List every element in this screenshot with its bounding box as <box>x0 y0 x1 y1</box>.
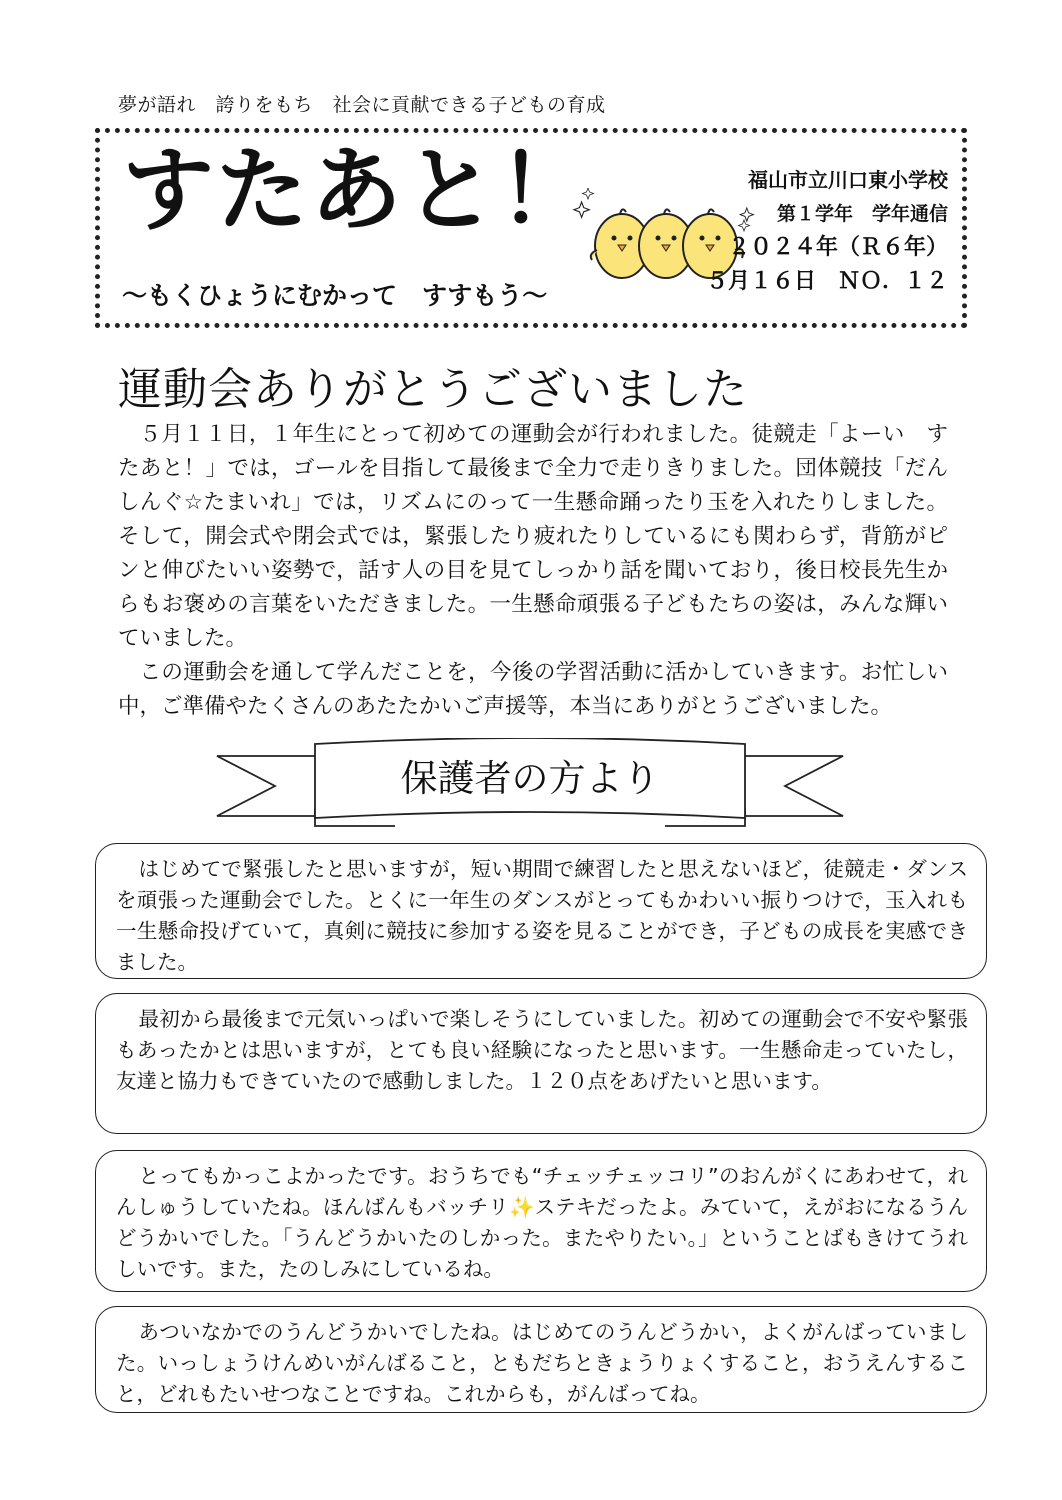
parent-comment-text: はじめてで緊張したと思いますが，短い期間で練習したと思えないほど，徒競走・ダンスを頑張った運動会でした。とくに一年生のダンスがとってもかわいい振りつけで，玉入れも一生懸命投げていて，真剣に競技に参加する姿を見ることができ，子どもの成長を実感できました。 <box>116 857 968 974</box>
article-paragraph-2: この運動会を通して学んだことを，今後の学習活動に活かしていきます。お忙しい中，ご準備やたくさんのあたたかいご声援等，本当にありがとうございました。 <box>118 660 948 719</box>
newsletter-title: すたあと！ <box>122 137 593 244</box>
parent-comment-box <box>95 843 987 979</box>
article-body <box>118 418 948 724</box>
parent-comment-text: あついなかでのうんどうかいでしたね。はじめてのうんどうかい，よくがんばっていました。いっしょうけんめいがんばること，ともだちときょうりょくすること，おうえんすること，どれもたいせつなことですね。これからも，がんばってね。 <box>116 1320 968 1406</box>
ribbon-title: 保護者の方より <box>400 757 660 800</box>
newsletter-subtitle: ～もくひょうにむかって すすもう～ <box>122 281 548 310</box>
issue-date-number: ５月１６日 ＮＯ．１２ <box>705 269 948 294</box>
article-paragraph-1: ５月１１日，１年生にとって初めての運動会が行われました。徒競走「よーい すたあと！」では，ゴールを目指して最後まで全力で走りきりました。団体競技「だんしんぐ☆たまいれ」では，リズムにのって一生懸命踊ったり玉を入れたりしました。そして，開会式や閉会式では，緊張したり疲れたりしているにも関わらず，背筋がピンと伸びたいい姿勢で，話す人の目を見てしっかり話を聞いており，後日校長先生からもお褒めの言葉をいただきました。一生懸命頑張る子どもたちの姿は，みんな輝いていました。 <box>118 422 948 651</box>
article-heading: 運動会ありがとうございました <box>118 364 748 415</box>
parent-comment-box <box>95 993 987 1134</box>
newsletter-header <box>95 128 967 328</box>
parent-comment-text: とってもかっこよかったです。おうちでも“チェッチェッコリ”のおんがくにあわせて，れんしゅうしていたね。ほんばんもバッチリ✨ステキだったよ。みていて，えがおになるうんどうかいでした。「うんどうかいたのしかった。またやりたい。」ということばもきけてうれしいです。また，たのしみにしているね。 <box>116 1164 968 1281</box>
issue-year: ２０２４年（Ｒ６年） <box>727 235 948 260</box>
school-motto: 夢が語れ 誇りをもち 社会に貢献できる子どもの育成 <box>118 94 606 116</box>
parent-comment-box <box>95 1150 987 1292</box>
grade-newsletter: 第１学年 学年通信 <box>776 203 948 225</box>
parent-comment-box <box>95 1306 987 1413</box>
parent-comment-text: 最初から最後まで元気いっぱいで楽しそうにしていました。初めての運動会で不安や緊張もあったかとは思いますが，とても良い経験になったと思います。一生懸命走っていたし，友達と協力もできていたので感動しました。１２０点をあげたいと思います。 <box>116 1007 968 1093</box>
school-name: 福山市立川口東小学校 <box>748 168 948 192</box>
school-info <box>706 163 948 299</box>
